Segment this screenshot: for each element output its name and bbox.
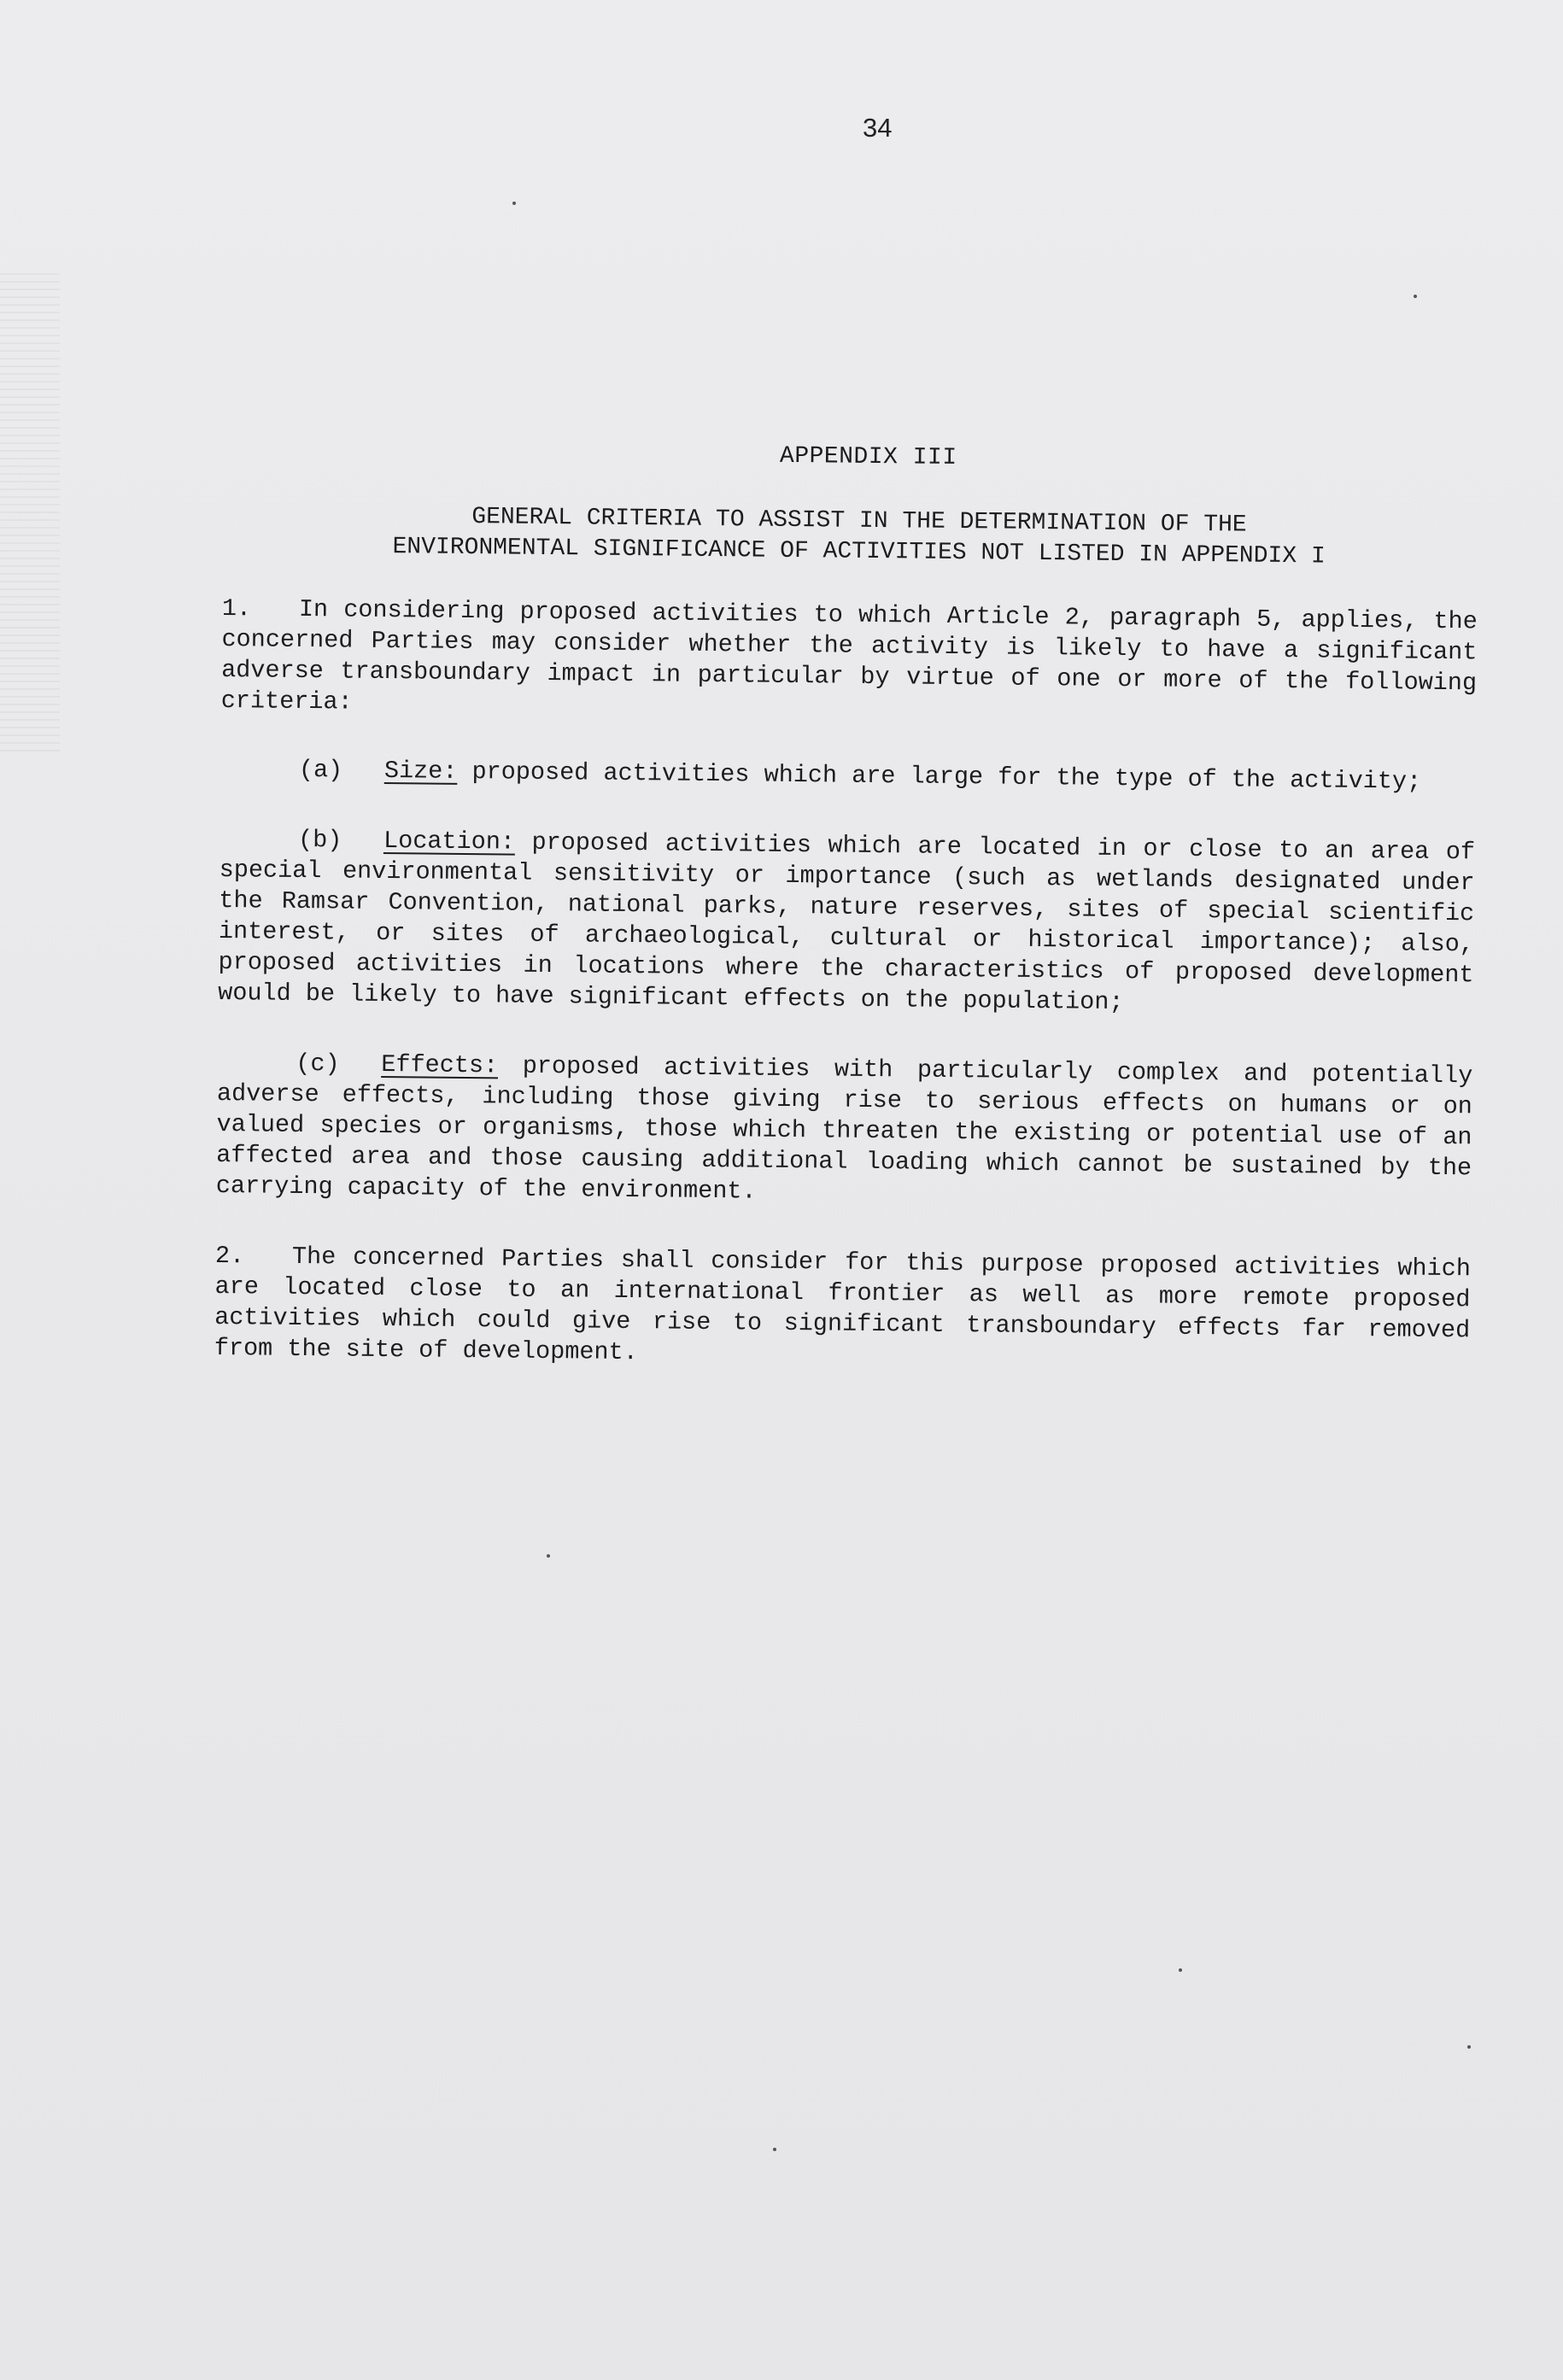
criterion-size [220, 754, 1476, 798]
criterion-location-text: proposed activities which are located in or close to an area of special environmental sensitivity or importance (such as wetlands designated under the Ramsar Convention, national parks, nature reserves, sites of special scientific interest, or sites of archaeological, cultural or historical importance); also, proposed activities in locations where the characteristics of proposed development would be likely to have significant effects on the population; [218, 827, 1476, 1017]
criterion-effects-label: (c) [296, 1049, 340, 1079]
paper-speck [1467, 2045, 1471, 2049]
criterion-location-label: (b) [297, 825, 342, 855]
paragraph-1-text: In considering proposed activities to which Article 2, paragraph 5, applies, the concerned Parties may consider whether the activity is likely to have a significant adverse transboundary impact in particular by virtue of one or more of the following criteria: [220, 594, 1478, 716]
criterion-location-term: Location: [383, 826, 516, 857]
paragraph-1 [221, 594, 1478, 729]
paper-speck [1179, 1968, 1182, 1972]
binding-edge-marks [0, 273, 60, 751]
criterion-size-term: Size: [383, 756, 458, 786]
criteria-title-line-2: ENVIRONMENTAL SIGNIFICANCE OF ACTIVITIES NOT LISTED IN APPENDIX I [392, 534, 1326, 570]
appendix-title: APPENDIX III [779, 442, 957, 471]
criteria-title [222, 500, 1478, 574]
paper-speck [773, 2148, 776, 2151]
paragraph-2-text: The concerned Parties shall consider for this purpose proposed activities which are located close to an international frontier as well as more remote proposed activities which could give rise to significant transboundary effects far removed from the site of development. [214, 1242, 1472, 1367]
criterion-effects [216, 1048, 1473, 1214]
paper-speck [547, 1554, 550, 1558]
criteria-title-line-1: GENERAL CRITERIA TO ASSIST IN THE DETERMINATION OF THE [471, 504, 1247, 539]
criterion-size-label: (a) [298, 755, 343, 785]
paper-speck [512, 202, 516, 205]
document-body [214, 437, 1479, 1414]
paragraph-1-number: 1. [221, 594, 252, 623]
criterion-size-text: proposed activities which are large for the type of the activity; [457, 757, 1422, 796]
paragraph-2-number: 2. [214, 1241, 245, 1271]
paper-speck [1414, 295, 1417, 298]
criterion-effects-text: proposed activities with particularly complex and potentially adverse effects, including those giving rise to serious effects on humans or on valued species or organisms, those which threaten the existing or potential use of an affected area and those causing additional loading which cannot be sustained by the carrying capacity of the environment. [215, 1051, 1473, 1206]
paragraph-2 [214, 1241, 1471, 1377]
page-number: 34 [863, 113, 893, 143]
criterion-location [218, 824, 1475, 1021]
criterion-effects-term: Effects: [381, 1050, 499, 1080]
